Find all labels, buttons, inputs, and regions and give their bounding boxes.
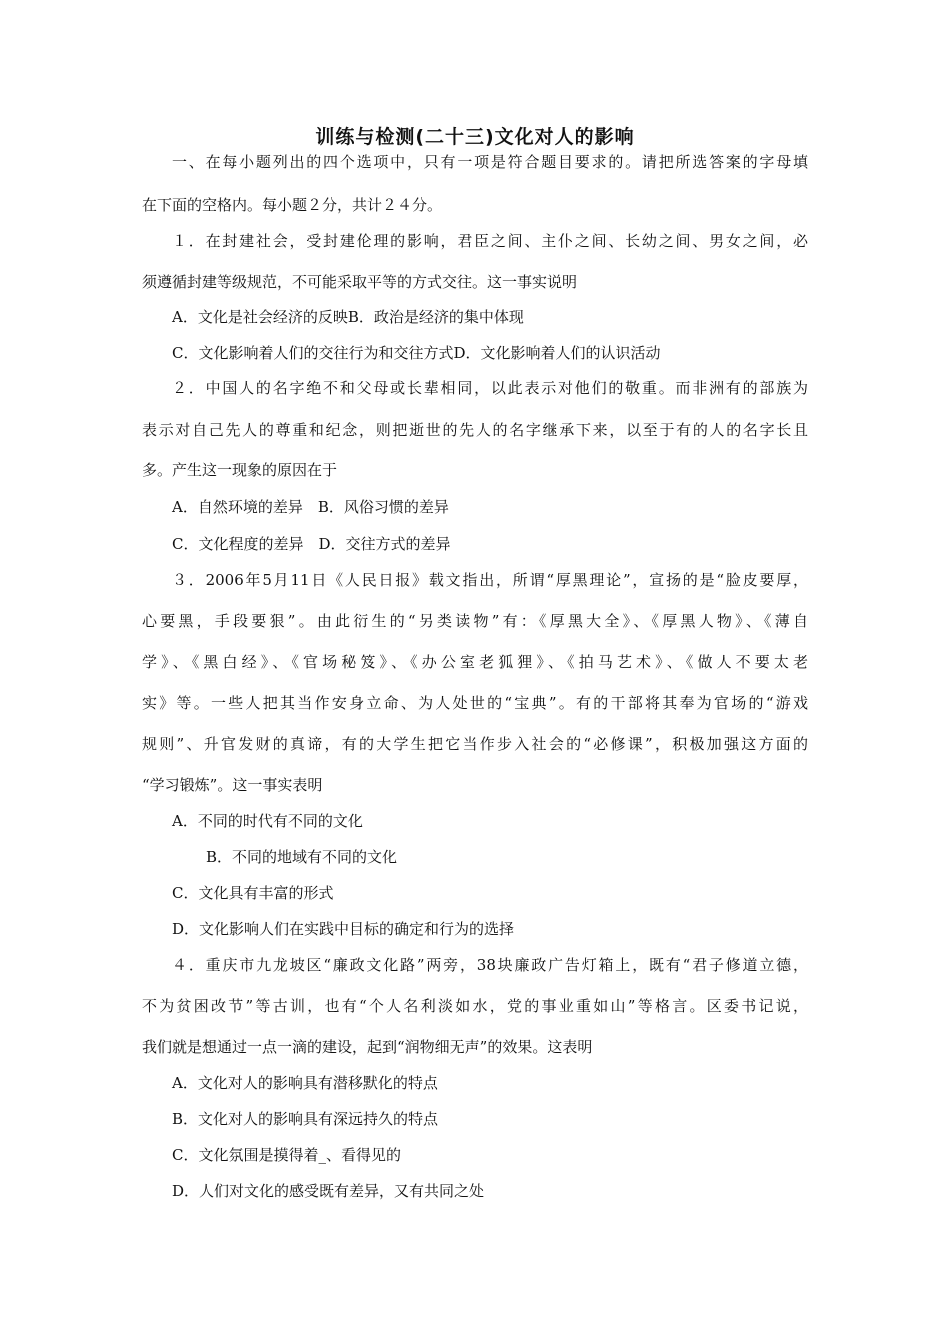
q3-stem-line-4: 实》等。一些人把其当作安身立命、为人处世的“宝典”。有的干部将其奉为官场的“游戏 <box>142 694 808 712</box>
q3-stem-line-3: 学》、《黑白经》、《官场秘笈》、《办公室老狐狸》、《拍马艺术》、《做人不要太老 <box>142 653 808 671</box>
q3-stem-line-5: 规则”、升官发财的真谛，有的大学生把它当作步入社会的“必修课”，积极加强这方面的 <box>142 735 808 753</box>
q4-option-c: C．文化氛围是摸得着_、看得见的 <box>172 1146 401 1164</box>
q2-stem-line-1: ２．中国人的名字绝不和父母或长辈相同，以此表示对他们的敬重。而非洲有的部族为 <box>172 379 808 397</box>
q4-option-b: B．文化对人的影响具有深远持久的特点 <box>172 1110 439 1128</box>
q1-stem-line-2: 须遵循封建等级规范，不可能采取平等的方式交往。这一事实说明 <box>142 273 578 291</box>
q3-option-d: D．文化影响人们在实践中目标的确定和行为的选择 <box>172 920 515 938</box>
q2-options-ab: A．自然环境的差异 B．风俗习惯的差异 <box>172 498 449 516</box>
q4-option-d: D．人们对文化的感受既有差异，又有共同之处 <box>172 1182 485 1200</box>
q3-stem-line-1: ３．2006年5月11日《人民日报》载文指出，所谓“厚黑理论”，宣扬的是“脸皮要厚， <box>172 571 808 589</box>
page-title: 训练与检测(二十三)文化对人的影响 <box>315 126 635 148</box>
intro-line-2: 在下面的空格内。每小题２分，共计２４分。 <box>142 196 443 214</box>
q3-option-a: A．不同的时代有不同的文化 <box>172 812 363 830</box>
q1-stem-line-1: １．在封建社会，受封建伦理的影响，君臣之间、主仆之间、长幼之间、男女之间，必 <box>172 232 808 250</box>
intro-line-1: 一、在每小题列出的四个选项中，只有一项是符合题目要求的。请把所选答案的字母填 <box>172 153 808 171</box>
q1-options-cd: C．文化影响着人们的交往行为和交往方式D．文化影响着人们的认识活动 <box>172 344 661 362</box>
q3-stem-line-6: “学习锻炼”。这一事实表明 <box>142 776 323 794</box>
q2-stem-line-2: 表示对自己先人的尊重和纪念，则把逝世的先人的名字继承下来，以至于有的人的名字长且 <box>142 421 808 439</box>
q3-option-c: C．文化具有丰富的形式 <box>172 884 334 902</box>
q4-option-a: A．文化对人的影响具有潜移默化的特点 <box>172 1074 438 1092</box>
q4-stem-line-2: 不为贫困改节”等古训，也有“个人名利淡如水，党的事业重如山”等格言。区委书记说， <box>142 997 808 1015</box>
q2-options-cd: C．文化程度的差异 D．交往方式的差异 <box>172 535 451 553</box>
q1-options-ab: A．文化是社会经济的反映B．政治是经济的集中体现 <box>172 308 524 326</box>
q4-stem-line-3: 我们就是想通过一点一滴的建设，起到“润物细无声”的效果。这表明 <box>142 1038 593 1056</box>
q4-stem-line-1: ４．重庆市九龙坡区“廉政文化路”两旁，38块廉政广告灯箱上，既有“君子修道立德， <box>172 956 808 974</box>
q2-stem-line-3: 多。产生这一现象的原因在于 <box>142 461 338 479</box>
q3-option-b: B．不同的地域有不同的文化 <box>206 848 398 866</box>
q3-stem-line-2: 心要黑，手段要狠”。由此衍生的“另类读物”有：《厚黑大全》、《厚黑人物》、《薄自 <box>142 612 808 630</box>
